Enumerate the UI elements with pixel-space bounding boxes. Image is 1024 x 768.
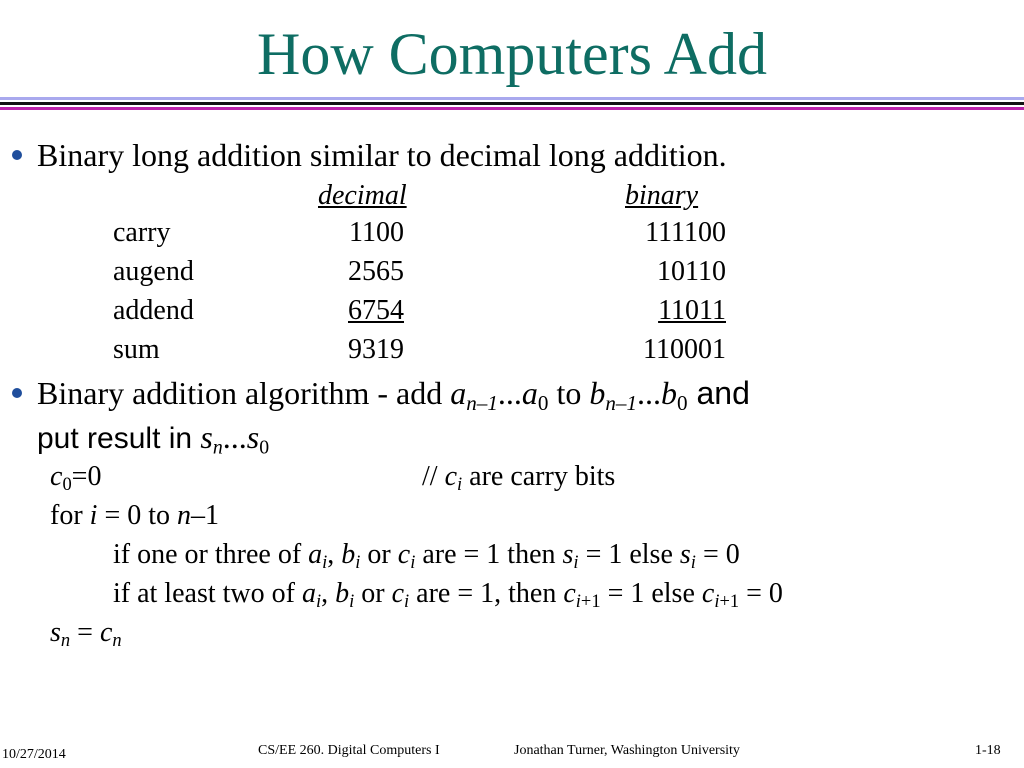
- binary-addend: [600, 294, 726, 328]
- var-b0: b: [661, 375, 678, 411]
- var-b: b: [589, 375, 606, 411]
- algo-line-3: if one or three of $a_i$, $b_i$ or $c_i$ are = 1 then $s_i = 1$ else $s_i = 0$: [113, 539, 740, 573]
- word-and: and: [687, 375, 750, 411]
- decimal-addend: [300, 294, 404, 328]
- row-label-augend: augend: [113, 256, 194, 287]
- algo-line-2: for i = 0 to n–1: [50, 500, 220, 531]
- table-header-decimal: decimal: [318, 180, 407, 211]
- slide-title: How Computers Add: [257, 21, 767, 87]
- var-b-sub-0: 0: [677, 390, 688, 415]
- c0-sub: 0: [62, 474, 72, 495]
- c0-assign: =0: [71, 461, 102, 492]
- algo-line-4: if at least two of $a_i$, $b_i$ or $c_i$ are = 1, then $c_{i+1} = 1$ else $c_{i+1} = 0$: [113, 578, 783, 612]
- var-a: a: [450, 375, 467, 411]
- bullet-2-line-1: [37, 374, 750, 422]
- comment-rest: are carry bits: [462, 461, 616, 492]
- algo-line-1: [50, 460, 101, 501]
- decimal-carry: 1100: [349, 217, 404, 248]
- var-a-sub-n-1: n–1: [466, 390, 498, 415]
- comment-var: c: [444, 461, 457, 492]
- comment-slashes: //: [422, 461, 445, 492]
- var-a0: a: [521, 375, 538, 411]
- algo-line-5: $s_n = c_n$: [50, 617, 122, 651]
- ellipsis-b: ...: [637, 375, 662, 411]
- put-result-text: put result in: [37, 422, 201, 455]
- var-s0: s: [246, 419, 260, 455]
- table-header-binary: binary: [625, 180, 699, 211]
- row-label-sum: sum: [113, 334, 160, 365]
- comment-sub: i: [457, 474, 463, 495]
- binary-augend: 10110: [657, 256, 726, 287]
- binary-sum: 110001: [643, 334, 726, 365]
- footer-date: 10/27/2014: [2, 747, 66, 762]
- decimal-augend: 2565: [348, 256, 404, 287]
- title-rule-magenta: [0, 107, 1024, 110]
- ellipsis-s: ...: [222, 419, 247, 455]
- title-rule-lavender: [0, 97, 1024, 100]
- bullet-1-text: Binary long addition similar to decimal long addition.: [37, 137, 727, 173]
- row-label-addend: addend: [113, 295, 194, 326]
- title-rule-black: [0, 102, 1024, 105]
- binary-carry: 111100: [645, 217, 726, 248]
- algo-comment: [422, 460, 615, 501]
- decimal-addend-value: 6754: [348, 295, 404, 326]
- var-b-sub-n-1: n–1: [605, 390, 638, 415]
- row-label-carry: carry: [113, 217, 171, 248]
- var-a-sub-0: 0: [537, 390, 549, 415]
- bullet-2-prefix: Binary addition algorithm - add: [37, 375, 451, 411]
- bullet-dot-icon: [12, 388, 22, 398]
- binary-addend-value: 11011: [658, 295, 726, 326]
- footer-course: CS/EE 260. Digital Computers I: [258, 743, 440, 758]
- footer-page-number: 1-18: [975, 743, 1001, 758]
- var-s: s: [200, 419, 213, 455]
- var-s-sub-0: 0: [259, 436, 270, 459]
- var-s-sub-n: n: [212, 436, 223, 459]
- bullet-dot-icon: [12, 150, 22, 160]
- footer-author: Jonathan Turner, Washington University: [514, 743, 740, 758]
- word-to: to: [548, 375, 590, 411]
- ellipsis-a: ...: [497, 375, 522, 411]
- decimal-sum: 9319: [348, 334, 404, 365]
- c0-var: c: [50, 461, 63, 492]
